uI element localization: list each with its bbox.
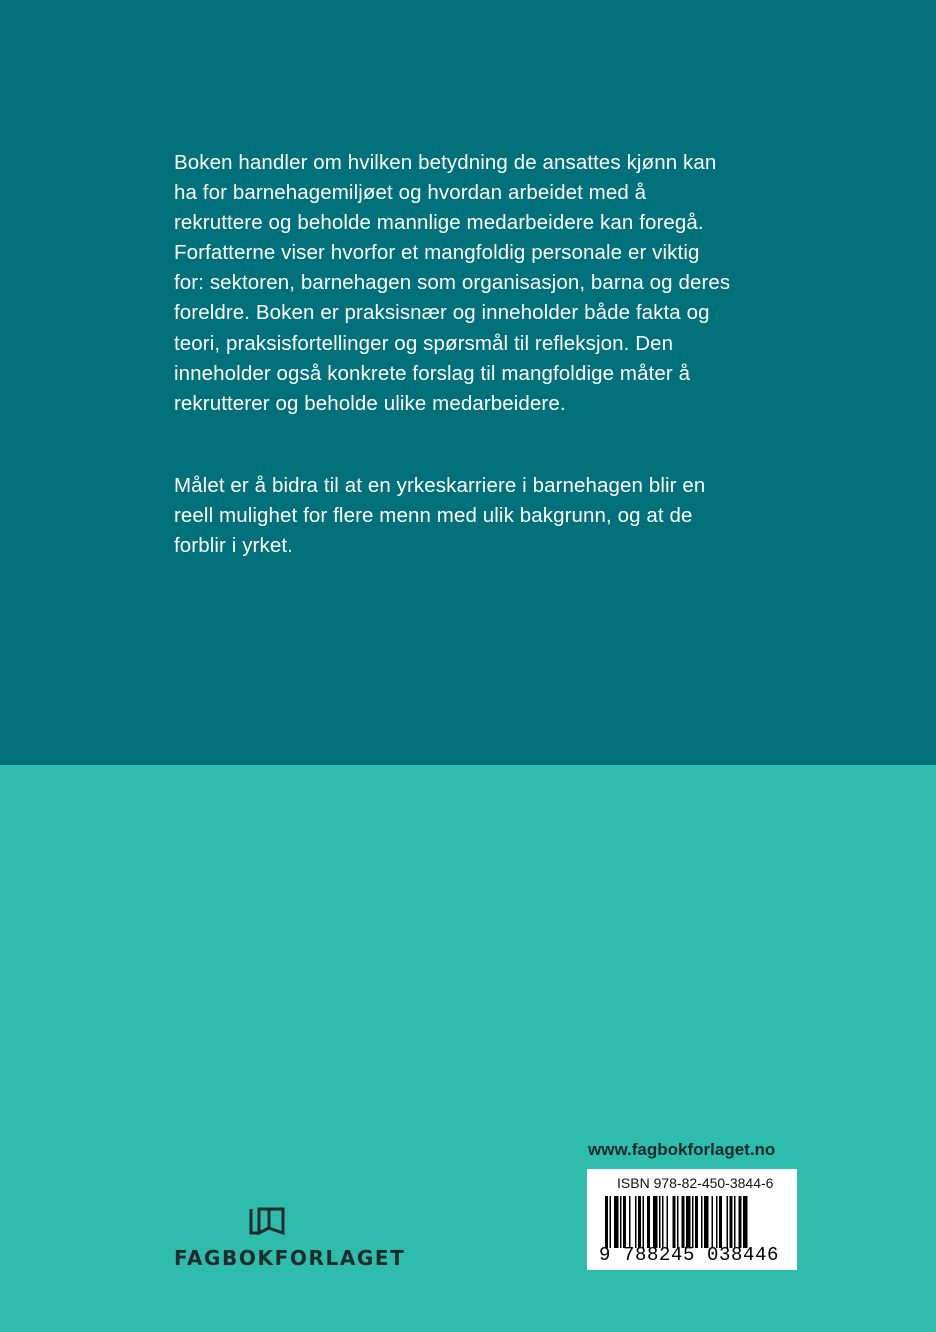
publisher-logo	[174, 1206, 406, 1276]
blurb-paragraph-1: Boken handler om hvilken betydning de ansattes kjønn kan ha for barnehagemiljøet og hvordan arbeidet med å rekruttere og beholde mannlige medarbeidere kan foregå. Forfatterne viser hvorfor et mangfoldig personale er viktig for: sektoren, barnehagen som organisasjon, barna og deres foreldre. Boken er praksisnær og inneholder både fakta og teori, praksisfortellinger og spørsmål til refleksjon. Den inneholder også konkrete forslag til mangfoldige måter å rekrutterer og beholde ulike medarbeidere.	[174, 151, 731, 415]
open-book-icon	[249, 1206, 289, 1236]
barcode-digits: 9 788245 038446	[599, 1244, 780, 1266]
isbn-label: ISBN 978-82-450-3844-6	[617, 1175, 774, 1191]
back-cover-blurb	[174, 148, 734, 561]
publisher-website: www.fagbokforlaget.no	[588, 1140, 776, 1159]
blurb-paragraph-2: Målet er å bidra til at en yrkeskarriere i barnehagen blir en reell mulighet for flere menn med ulik bakgrunn, og at de forblir i yrket.	[174, 473, 706, 558]
publisher-name: FAGBOKFORLAGET	[174, 1246, 406, 1270]
barcode-bars	[605, 1196, 785, 1248]
isbn-barcode	[587, 1169, 797, 1270]
